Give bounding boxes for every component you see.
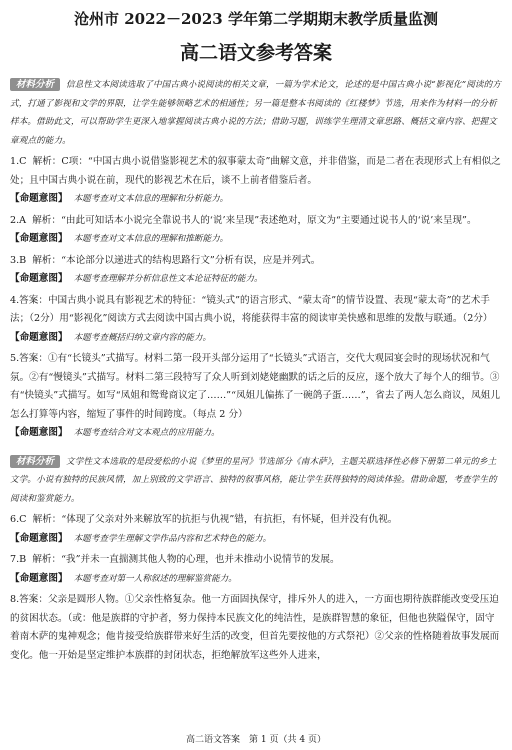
intent-text: 本题考查对第一人称叙述的理解鉴赏能力。 bbox=[73, 573, 237, 584]
question-answer: C bbox=[19, 514, 27, 525]
intent-tag: 【命题意图】 bbox=[10, 572, 68, 584]
intent-text: 本题考查对文本信息的理解和推断能力。 bbox=[73, 234, 229, 244]
question-1 bbox=[10, 153, 502, 190]
section-intro-text: 信息性文本阅读选取了中国古典小说阅读的相关文章，一篇为学术论文，论述的是中国古典小说“影视化”阅读的方式，打通了影视和文学的界限，让学生能够领略艺术的相通性；另一篇是整本书阅读的《红楼梦》节选，用来作为材料一的分析样本。借助此文，可以帮助学生更深入地掌握阅读古典小说的方法；借助习题，训练学生理清文章思路、概括文章内容、把握文章观点的能力。 bbox=[10, 80, 501, 146]
intent-tag: 【命题意图】 bbox=[10, 273, 68, 284]
question-label: 答案： bbox=[19, 594, 48, 605]
question-text: ①有“长镜头”式描写。材料二第一段开头部分运用了“长镜头”式语言，交代大观园宴会时的现场状况和气氛。②有“慢镜头”式描写。材料二第三段特写了众人听到刘姥姥幽默的话之后的反应，逐个放大了每个人的细节。③有“快镜头”式描写。如写“凤姐和鸳鸯商议定了……”“凤姐儿偏拣了一碗鸽子蛋……”，省去了两人怎么商议，凤姐儿怎么打算等内容，缩短了事件的时间跨度。（每点 2 分） bbox=[10, 353, 500, 420]
question-4 bbox=[10, 292, 502, 329]
question-text: “体现了父亲对外来解放军的抗拒与仇视”错，有抗拒，有怀疑，但并没有仇视。 bbox=[61, 514, 398, 525]
question-8 bbox=[10, 591, 502, 665]
question-text: “我”并未一直揣测其他人物的心理，也并未推动小说情节的发展。 bbox=[61, 554, 340, 565]
question-label: 解析： bbox=[32, 156, 62, 167]
question-answer: C bbox=[19, 156, 27, 167]
intent-text: 本题考查学生理解文学作品内容和艺术特色的能力。 bbox=[73, 533, 272, 544]
material-analysis-badge: 材料分析 bbox=[10, 78, 60, 91]
question-2 bbox=[10, 212, 502, 231]
question-number: 1. bbox=[10, 156, 20, 167]
question-label: 解析： bbox=[32, 554, 62, 565]
intent-tag: 【命题意图】 bbox=[10, 331, 68, 343]
question-number: 4. bbox=[10, 294, 20, 306]
intent-text: 本题考查理解并分析信息性文本论证特征的能力。 bbox=[73, 274, 263, 284]
question-label: 答案： bbox=[19, 294, 48, 306]
page-footer: 高二语文答案 第 1 页（共 4 页） bbox=[186, 735, 326, 745]
question-answer: A bbox=[19, 214, 27, 226]
question-answer: B bbox=[19, 254, 27, 266]
question-label: 解析： bbox=[32, 214, 61, 226]
intent-text: 本题考查概括归纳文章内容的能力。 bbox=[73, 332, 212, 343]
question-number: 8. bbox=[10, 594, 20, 605]
question-text: “本论部分以递进式的结构思路行文”分析有误，应是并列式。 bbox=[61, 254, 321, 266]
intent-tag: 【命题意图】 bbox=[10, 427, 68, 438]
question-label: 答案： bbox=[19, 353, 48, 364]
material-analysis-badge: 材料分析 bbox=[10, 455, 60, 468]
question-text: C项：“中国古典小说借鉴影视艺术的叙事蒙太奇”曲解文意，并非借鉴，而是二者在表现形式上有相似之处；且中国古典小说在前，现代的影视艺术在后，谈不上前者借鉴后者。 bbox=[10, 156, 501, 186]
question-number: 5. bbox=[10, 353, 20, 364]
question-intent bbox=[10, 190, 502, 209]
intent-tag: 【命题意图】 bbox=[10, 233, 68, 244]
question-6 bbox=[10, 511, 502, 530]
question-text: 中国古典小说具有影视艺术的特征：“镜头式”的语言形式、“蒙太奇”的情节设置、表现“蒙太奇”的艺术手法；（2分）用“影视化”阅读方式去阅读中国古典小说，将能获得丰富的阅读审美快感和思维的发散与联通。（2分） bbox=[10, 294, 493, 324]
section-intro-1 bbox=[10, 76, 502, 150]
intent-text: 本题考查结合对文本观点的应用能力。 bbox=[73, 428, 220, 438]
question-text: “由此可知话本小说完全靠说书人的‘说’来呈现”表述绝对，原文为“主要通过说书人的‘说’来呈现”。 bbox=[60, 214, 477, 226]
question-intent bbox=[10, 424, 502, 443]
question-intent bbox=[10, 270, 502, 289]
question-label: 解析： bbox=[32, 514, 62, 525]
intent-tag: 【命题意图】 bbox=[10, 532, 68, 544]
question-label: 解析： bbox=[32, 254, 62, 266]
document-subtitle: 高二语文参考答案 bbox=[179, 42, 332, 64]
question-number: 2. bbox=[10, 214, 20, 226]
intent-tag: 【命题意图】 bbox=[10, 193, 68, 204]
question-number: 3. bbox=[10, 254, 20, 266]
question-number: 6. bbox=[10, 514, 20, 525]
question-7 bbox=[10, 551, 502, 570]
question-answer: B bbox=[19, 554, 27, 565]
section-intro-2 bbox=[10, 453, 502, 509]
question-intent bbox=[10, 570, 502, 589]
question-text: 父亲是圆形人物。①父亲性格复杂。他一方面固执保守，排斥外人的进入，一方面也期待族群能改变受压迫的贫困状态。（或：他是族群的守护者，努力保持本民族文化的纯洁性，是族群智慧的象征，但他也狭隘保守，固守着南木萨的鬼神观念；他肯接受给族群带来好生活的改变，但首先要按他的方式祭祀）②父亲的性格随着故事发展而变化。他一开始是坚定维护本族群的封闭状态，拒绝解放军这些外人进来， bbox=[10, 594, 500, 661]
intent-text: 本题考查对文本信息的理解和分析能力。 bbox=[73, 194, 229, 204]
question-intent bbox=[10, 329, 502, 348]
question-5 bbox=[10, 350, 502, 424]
question-number: 7. bbox=[10, 554, 20, 565]
question-intent bbox=[10, 230, 502, 249]
document-title: 沧州市 2022－2023 学年第二学期期末教学质量监测 bbox=[74, 10, 438, 28]
section-intro-text: 文学性文本选取的是段爱松的小说《梦里的星河》节选部分《南木萨》，主题关联选择性必修下册第二单元的乡土文学。小说有独特的民族风情，加上别致的文学语言、独特的叙事风格，能让学生获得独特的阅读体验。借助命题，考查学生的阅读和鉴赏能力。 bbox=[10, 456, 497, 504]
question-intent bbox=[10, 530, 502, 549]
question-3 bbox=[10, 252, 502, 271]
